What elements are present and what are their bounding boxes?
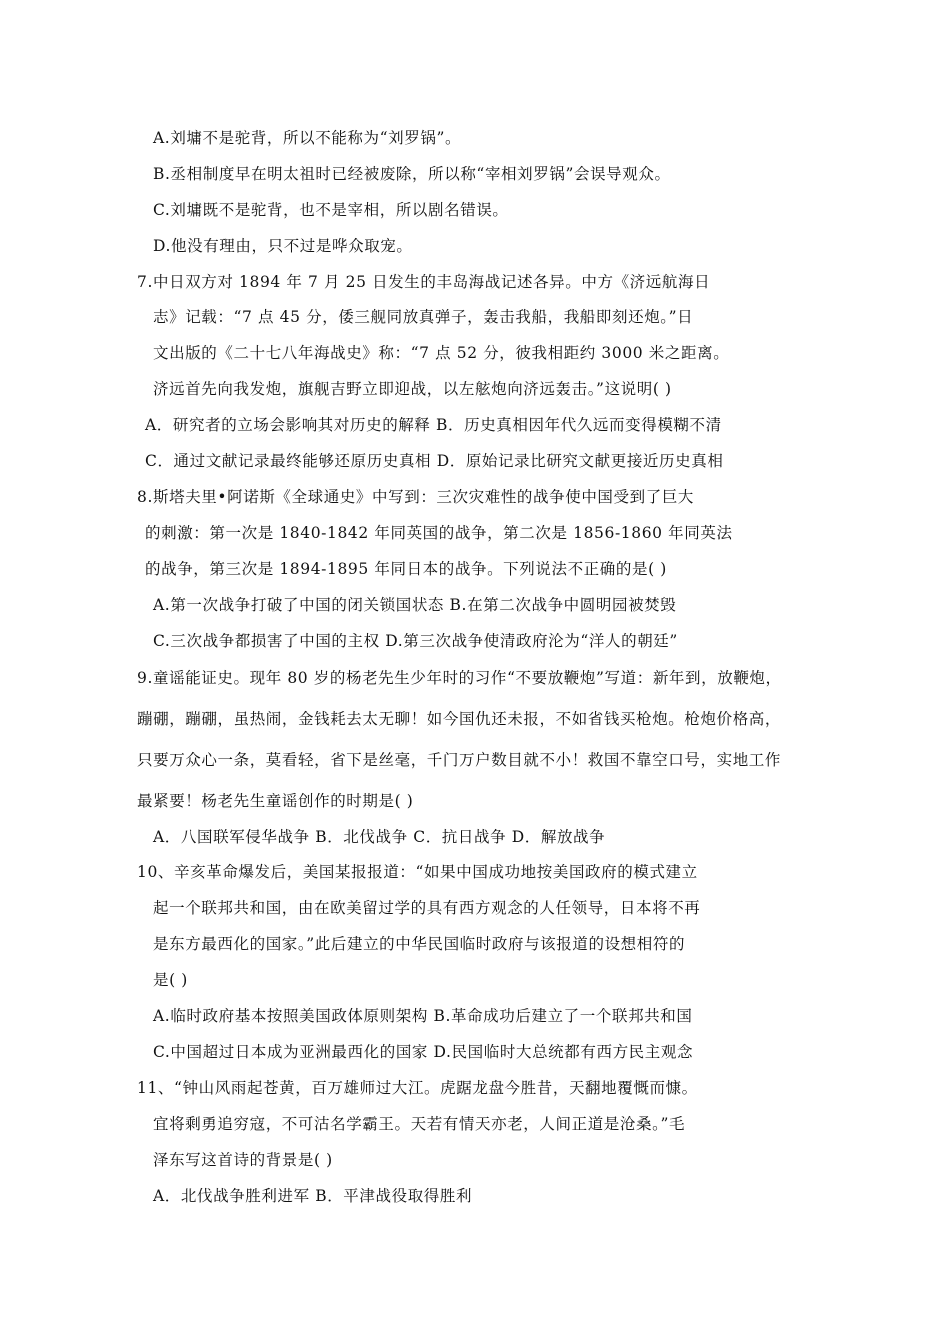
q9-stem-line: 最紧要！杨老先生童谣创作的时期是( ) <box>137 792 414 810</box>
q7-options-cd: C．通过文献记录最终能够还原历史真相 D．原始记录比研究文献更接近历史真相 <box>145 452 724 470</box>
q9-stem-line: 9.童谣能证史。现年 80 岁的杨老先生少年时的习作“不要放鞭炮”写道：新年到，放鞭炮， <box>137 669 782 687</box>
q7-stem-line: 志》记载：“7 点 45 分，倭三舰同放真弹子，轰击我船，我船即刻还炮。”日 <box>153 308 694 326</box>
q6-option-d: D.他没有理由，只不过是哗众取宠。 <box>153 237 413 255</box>
q10-options-ab: A.临时政府基本按照美国政体原则架构 B.革命成功后建立了一个联邦共和国 <box>153 1007 693 1025</box>
q11-stem-line: 泽东写这首诗的背景是( ) <box>153 1151 333 1169</box>
q7-stem-line: 7.中日双方对 1894 年 7 月 25 日发生的丰岛海战记述各异。中方《济远航海日 <box>137 273 711 291</box>
q8-options-cd: C.三次战争都损害了中国的主权 D.第三次战争使清政府沦为“洋人的朝廷” <box>153 632 678 650</box>
q10-stem-line: 10、辛亥革命爆发后，美国某报报道：“如果中国成功地按美国政府的模式建立 <box>137 863 698 881</box>
q8-options-ab: A.第一次战争打破了中国的闭关锁国状态 B.在第二次战争中圆明园被焚毁 <box>153 596 677 614</box>
q9-stem-line: 蹦硼，蹦硼，虽热闹，金钱耗去太无聊！如今国仇还未报，不如省钱买枪炮。枪炮价格高， <box>137 710 782 728</box>
q11-options-ab: A．北伐战争胜利进军 B．平津战役取得胜利 <box>153 1187 473 1205</box>
q7-options-ab: A．研究者的立场会影响其对历史的解释 B．历史真相因年代久远而变得模糊不清 <box>145 416 722 434</box>
q7-stem-line: 济远首先向我发炮，旗舰吉野立即迎战，以左舷炮向济远轰击。”这说明( ) <box>153 380 672 398</box>
q10-options-cd: C.中国超过日本成为亚洲最西化的国家 D.民国临时大总统都有西方民主观念 <box>153 1043 694 1061</box>
q11-stem-line: 11、“钟山风雨起苍黄，百万雄师过大江。虎踞龙盘今胜昔，天翻地覆慨而慷。 <box>137 1079 698 1097</box>
q9-stem-line: 只要万众心一条，莫看轻，省下是丝毫，千门万户数目就不小！救国不靠空口号，实地工作 <box>137 751 782 769</box>
q9-options: A．八国联军侵华战争 B．北伐战争 C．抗日战争 D．解放战争 <box>153 828 606 846</box>
q10-stem-line: 是( ) <box>153 971 188 989</box>
q6-option-c: C.刘墉既不是驼背，也不是宰相，所以剧名错误。 <box>153 201 509 219</box>
q8-stem-line: 8.斯塔夫里•阿诺斯《全球通史》中写到：三次灾难性的战争使中国受到了巨大 <box>137 488 695 506</box>
q11-stem-line: 宜将剩勇追穷寇，不可沽名学霸王。天若有情天亦老，人间正道是沧桑。”毛 <box>153 1115 686 1133</box>
q6-option-a: A.刘墉不是驼背，所以不能称为“刘罗锅”。 <box>153 129 462 147</box>
q6-option-b: B.丞相制度早在明太祖时已经被废除，所以称“宰相刘罗锅”会误导观众。 <box>153 165 671 183</box>
q10-stem-line: 起一个联邦共和国，由在欧美留过学的具有西方观念的人任领导，日本将不再 <box>153 899 701 917</box>
q8-stem-line: 的刺激：第一次是 1840-1842 年同英国的战争，第二次是 1856-1860 年同英法 <box>145 524 733 542</box>
q10-stem-line: 是东方最西化的国家。”此后建立的中华民国临时政府与该报道的设想相符的 <box>153 935 686 953</box>
q8-stem-line: 的战争，第三次是 1894-1895 年同日本的战争。下列说法不正确的是( ) <box>145 560 667 578</box>
q7-stem-line: 文出版的《二十七八年海战史》称：“7 点 52 分，彼我相距约 3000 米之距离。 <box>153 344 730 362</box>
